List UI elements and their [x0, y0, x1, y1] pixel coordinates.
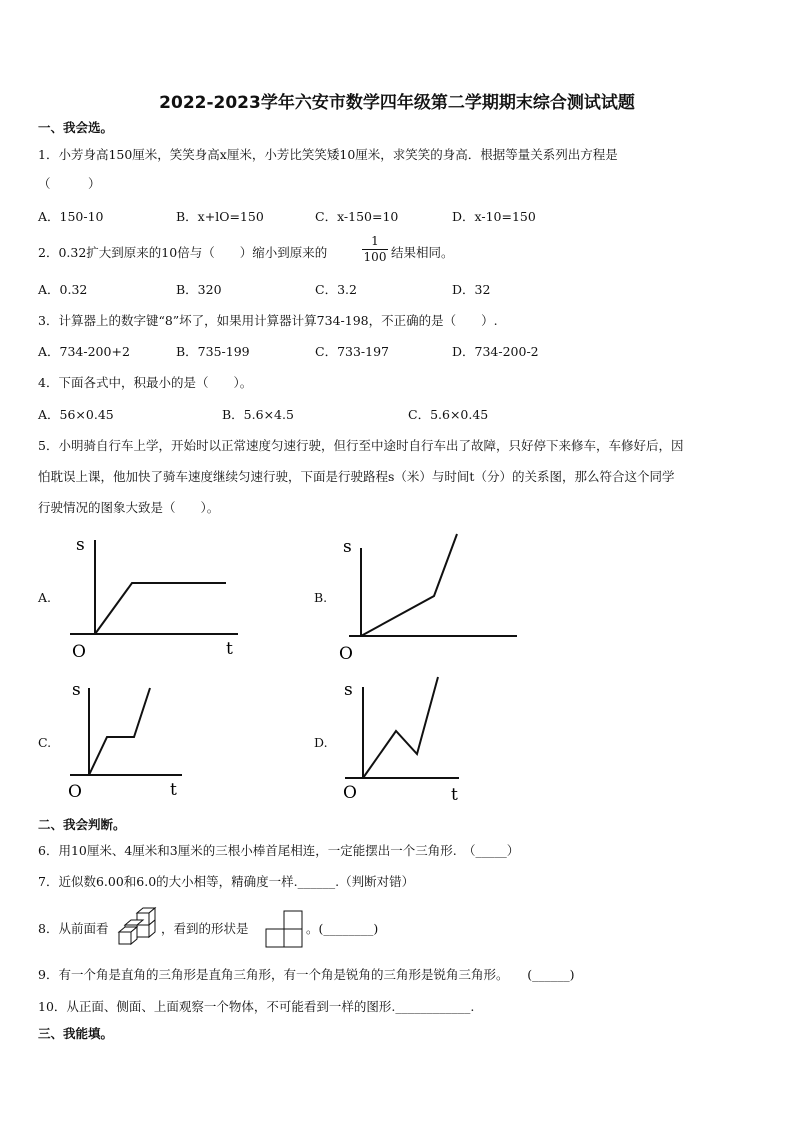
question-6: 6．用10厘米、4厘米和3厘米的三根小棒首尾相连，一定能摆出一个三角形. （_____） [38, 843, 520, 858]
section-heading-2: 二、我会判断。 [38, 817, 126, 832]
question-5-line-2: 怕耽误上课，他加快了骑车速度继续匀速行驶，下面是行驶路程s（米）与时间t（分）的关系图，那么符合这个同学 [38, 469, 675, 484]
question-4-option-b: B．5.6×4.5 [222, 407, 294, 422]
graph-c-s-label: s [72, 680, 81, 700]
question-9: 9．有一个角是直角的三角形是直角三角形，有一个角是锐角的三角形是锐角三角形。 (______) [38, 967, 575, 982]
graph-b-s-label: s [343, 537, 352, 557]
fraction-denominator: 100 [363, 250, 387, 264]
question-3-option-a: A．734-200+2 [38, 344, 130, 359]
question-2-stem: 2．0.32扩大到原来的10倍与（ ）缩小到原来的 [38, 245, 328, 260]
question-4-stem: 4．下面各式中，积最小的是（ ）。 [38, 375, 253, 390]
graph-c [60, 678, 250, 808]
question-2-stem-end: 结果相同。 [391, 245, 454, 260]
question-7: 7．近似数6.00和6.0的大小相等，精确度一样.______.（判断对错） [38, 874, 415, 889]
graph-b-option-label: B. [314, 590, 328, 605]
question-8-stem: 8．从前面看 [38, 921, 109, 936]
graph-a-s-label: s [76, 535, 85, 555]
front-view-shape [264, 910, 306, 948]
question-3-option-b: B．735-199 [176, 344, 250, 359]
question-3-stem: 3．计算器上的数字键“8”坏了，如果用计算器计算734-198，不正确的是（ ）. [38, 313, 498, 328]
question-2-option-c: C．3.2 [315, 282, 357, 297]
question-1-blank: （ ） [38, 176, 101, 191]
graph-c-option-label: C. [38, 735, 52, 750]
graph-b-origin-label: O [339, 644, 353, 664]
question-4-option-c: C．5.6×0.45 [408, 407, 489, 422]
question-1-option-c: C．x-150=10 [315, 209, 399, 224]
graph-c-t-label: t [170, 780, 177, 800]
cube-stack-figure [117, 907, 159, 947]
fraction-one-hundredth [362, 235, 388, 264]
graph-a-t-label: t [226, 639, 233, 659]
graph-d-s-label: s [344, 680, 353, 700]
graph-b [335, 530, 525, 665]
question-1-option-d: D．x-10=150 [452, 209, 536, 224]
graph-c-origin-label: O [68, 782, 82, 802]
graph-d-option-label: D. [314, 735, 328, 750]
question-10: 10．从正面、侧面、上面观察一个物体，不可能看到一样的图形.____________. [38, 999, 475, 1014]
section-heading-3: 三、我能填。 [38, 1026, 114, 1041]
question-5-line-3: 行驶情况的图象大致是（ ）。 [38, 500, 220, 515]
question-8-middle: ，看到的形状是 [161, 921, 249, 936]
question-1-option-b: B．x+lO=150 [176, 209, 264, 224]
question-1-option-a: A．150-10 [38, 209, 104, 224]
graph-b-curve [361, 534, 457, 636]
fraction-numerator: 1 [371, 234, 379, 248]
question-2-option-a: A．0.32 [38, 282, 88, 297]
graph-c-curve [89, 688, 150, 775]
graph-a-option-label: A. [38, 590, 52, 605]
graph-a-origin-label: O [72, 642, 86, 662]
graph-a [60, 530, 250, 665]
graph-d-origin-label: O [343, 783, 357, 803]
question-3-option-c: C．733-197 [315, 344, 390, 359]
question-2-option-b: B．320 [176, 282, 222, 297]
graph-d [335, 675, 525, 810]
question-1-stem: 1．小芳身高150厘米，笑笑身高x厘米，小芳比笑笑矮10厘米，求笑笑的身高．根据等量关系列出方程是 [38, 147, 618, 162]
graph-a-curve [95, 583, 226, 634]
page-title: 2022-2023学年六安市数学四年级第二学期期末综合测试试题 [159, 93, 635, 113]
question-3-option-d: D．734-200-2 [452, 344, 539, 359]
question-5-line-1: 5．小明骑自行车上学，开始时以正常速度匀速行驶，但行至中途时自行车出了故障，只好停下来修车，车修好后，因 [38, 438, 684, 453]
question-4-option-a: A．56×0.45 [38, 407, 114, 422]
graph-d-t-label: t [451, 785, 458, 805]
graph-d-curve [363, 677, 438, 778]
section-heading-1: 一、我会选。 [38, 120, 114, 135]
question-2-option-d: D．32 [452, 282, 491, 297]
question-8-blank: 。(________) [306, 921, 379, 936]
